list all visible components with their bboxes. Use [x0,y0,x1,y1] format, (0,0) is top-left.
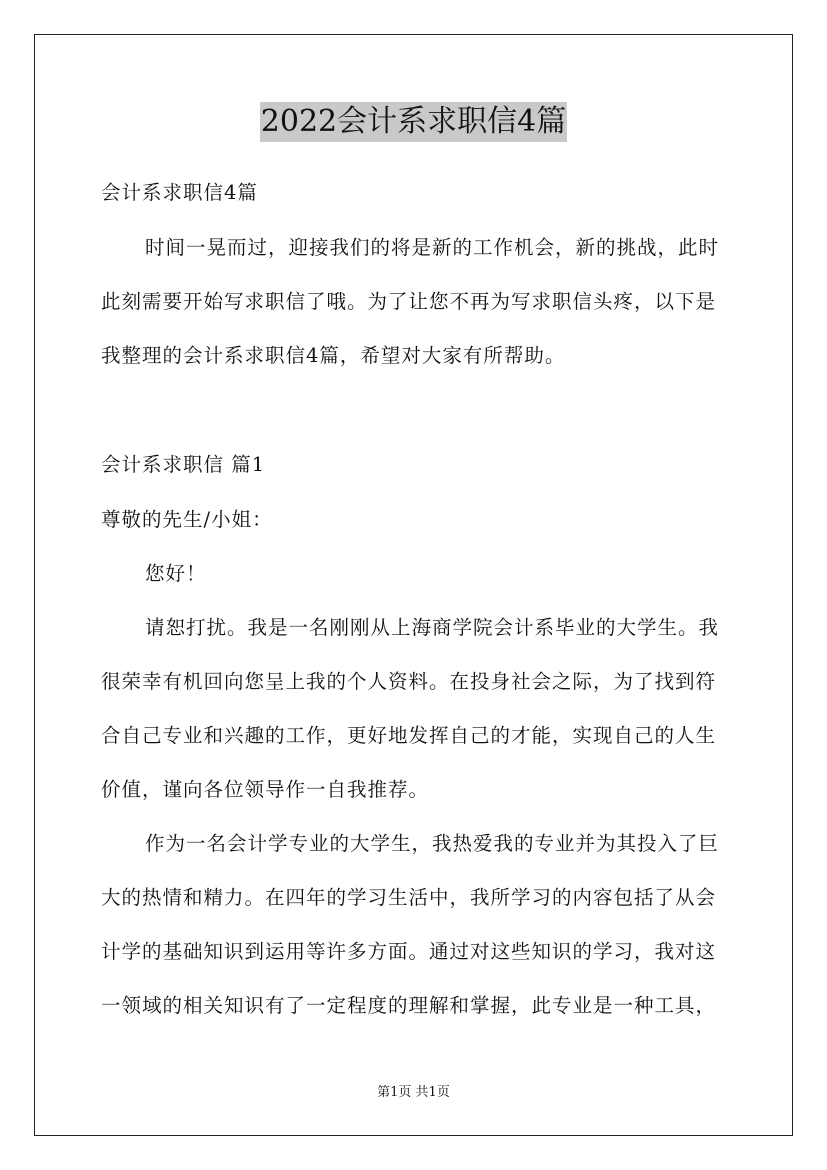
document-subtitle: 会计系求职信4篇 [101,181,258,204]
paragraph-line: 合自己专业和兴趣的工作，更好地发挥自己的才能，实现自己的人生 [101,724,717,747]
section-heading: 会计系求职信 篇1 [101,453,266,476]
greeting: 您好！ [145,562,207,585]
intro-line: 我整理的会计系求职信4篇，希望对大家有所帮助。 [101,344,566,367]
paragraph-line: 很荣幸有机回向您呈上我的个人资料。在投身社会之际，为了找到符 [101,670,717,693]
paragraph-line: 请恕打扰。我是一名刚刚从上海商学院会计系毕业的大学生。我 [145,616,720,639]
intro-line: 时间一晃而过，迎接我们的将是新的工作机会，新的挑战，此时 [145,236,720,259]
paragraph-line: 一领域的相关知识有了一定程度的理解和掌握，此专业是一种工具， [101,994,717,1017]
paragraph-line: 计学的基础知识到运用等许多方面。通过对这些知识的学习，我对这 [101,940,717,963]
title-container [0,102,827,142]
paragraph-line: 大的热情和精力。在四年的学习生活中，我所学习的内容包括了从会 [101,886,717,909]
paragraph-line: 价值，谨向各位领导作一自我推荐。 [101,778,430,801]
paragraph-line: 作为一名会计学专业的大学生，我热爱我的专业并为其投入了巨 [145,832,720,855]
document-title: 2022会计系求职信4篇 [260,102,567,142]
salutation: 尊敬的先生/小姐： [101,508,273,531]
page-footer: 第1页 共1页 [377,1085,450,1100]
intro-line: 此刻需要开始写求职信了哦。为了让您不再为写求职信头疼，以下是 [101,290,717,313]
